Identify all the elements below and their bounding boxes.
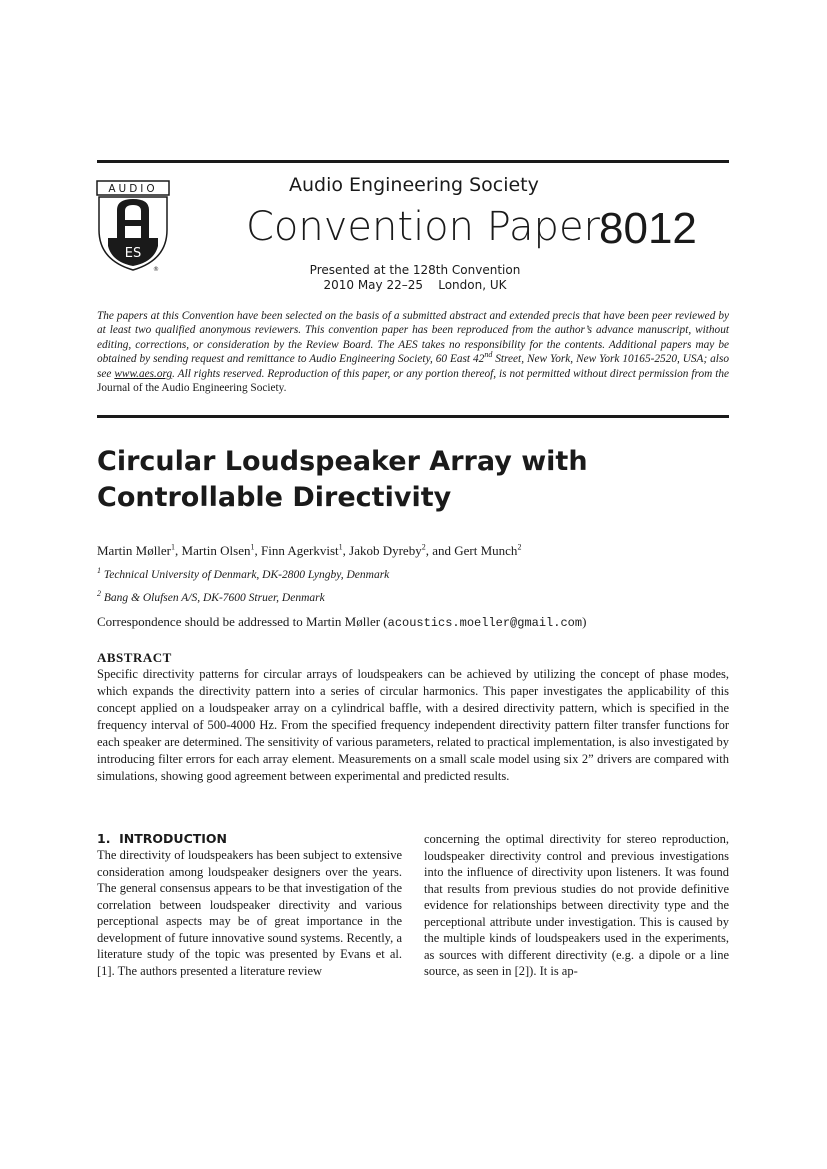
author-separator: , xyxy=(175,543,182,558)
author-name: Martin Olsen xyxy=(181,543,251,558)
correspondence-email[interactable]: acoustics.moeller@gmail.com xyxy=(387,616,583,630)
logo-registered-mark: ® xyxy=(153,266,159,272)
correspondence xyxy=(97,614,586,630)
author-name: Gert Munch xyxy=(454,543,518,558)
logo-bottom-text: ES xyxy=(124,246,142,261)
affiliation-2 xyxy=(97,589,325,604)
presented-line-1: Presented at the 128th Convention xyxy=(309,263,521,277)
author-affiliation-sup: 1 xyxy=(171,542,176,552)
disclaimer-part-1: The papers at this Convention have been selected on the basis of a submitted abstract and extended precis that have been peer reviewed by at least two qualified anonymous reviewers. This convention paper has been reproduced from the author’s advance manuscript, without editing, corrections, or consideration by the Review Board. The AES takes no responsibility for the contents. Additional papers may be obtained by sending request and remittance to Audio Engineering Society, 60 East 42 xyxy=(97,310,729,366)
introduction-heading: 1. INTRODUCTION xyxy=(97,831,228,846)
author-list xyxy=(97,543,521,559)
author-affiliation-sup: 2 xyxy=(421,542,426,552)
disclaimer-sup: nd xyxy=(484,350,493,360)
affiliation-1-text: Technical University of Denmark, DK-2800 Lyngby, Denmark xyxy=(103,569,390,581)
affiliation-1-sup: 1 xyxy=(97,566,101,576)
author-separator: , xyxy=(342,543,350,558)
affiliation-1 xyxy=(97,566,390,581)
disclaimer-part-2: Street, New York, New York 10165-2520, USA; also see xyxy=(97,353,729,380)
presented-at xyxy=(290,263,540,293)
author-separator: , and xyxy=(425,543,455,558)
header-bottom-rule xyxy=(97,415,729,418)
author-name: Martin Møller xyxy=(97,543,172,558)
author-separator: , xyxy=(254,543,261,558)
author-name: Jakob Dyreby xyxy=(349,543,422,558)
author-affiliation-sup: 1 xyxy=(338,542,343,552)
presented-line-2: 2010 May 22–25 London, UK xyxy=(323,278,507,292)
abstract-text: Specific directivity patterns for circular arrays of loudspeakers can be achieved by utilizing the concept of phase modes, which expands the directivity pattern into a series of circular harmonics. This paper investigates the applicability of this concept applied on a loudspeaker array on a cylindrical baffle, with a desired directivity pattern, which is specified in the frequency interval of 500-4000 Hz. From the specified frequency independent directivity pattern filter transfer functions for each speaker are determined. The sensitivity of various parameters, related to practical implementation, is also investigated by introducing filter errors for each array element. Measurements on a small scale model using six 2” drivers are compared with simulations, showing good agreement between experimental and predicted results. xyxy=(97,667,729,783)
aes-logo-icon xyxy=(96,180,174,272)
paper-title: Circular Loudspeaker Array with Controllable Directivity xyxy=(97,446,588,513)
paper-number: 8012 xyxy=(599,204,697,253)
abstract-heading: ABSTRACT xyxy=(97,650,172,665)
convention-label: Convention Paper xyxy=(246,204,601,250)
logo-top-text: AUDIO xyxy=(108,183,158,195)
affiliation-2-text: Bang & Olufsen A/S, DK-7600 Struer, Denmark xyxy=(103,592,325,604)
author-affiliation-sup: 1 xyxy=(250,542,255,552)
author-name: Finn Agerkvist xyxy=(260,543,339,558)
author-affiliation-sup: 2 xyxy=(517,542,522,552)
introduction-column-2: concerning the optimal directivity for stereo reproduction, loudspeaker directivity control and previous investigations into the influence of directivity upon listeners. It was found that results from previous studies do not provide definitive evidence for relationships between directivity type and the perceptional attribute under investigation. This is caused by the multiple kinds of loudspeakers used in the experiments, as sources with different directivity (e.g. a dipole or a line source, as seen in [2]). It is ap- xyxy=(424,832,729,978)
affiliation-2-sup: 2 xyxy=(97,589,101,599)
header-top-rule xyxy=(97,160,729,163)
correspondence-close: ) xyxy=(582,614,587,629)
disclaimer-part-3: . All rights reserved. Reproduction of this paper, or any portion thereof, is not permitted without direct permission from the xyxy=(172,367,729,380)
correspondence-text: Correspondence should be addressed to Martin Møller ( xyxy=(97,614,388,629)
society-name: Audio Engineering Society xyxy=(289,174,539,196)
disclaimer-journal: Journal of the Audio Engineering Society. xyxy=(97,382,287,395)
introduction-column-1: The directivity of loudspeakers has been subject to extensive consideration among loudspeaker designers over the years. The general consensus appears to be that investigation of the correlation between loudspeaker directivity and various perceptional aspects may be of great importance in the development of future innovative sound systems. Recently, a literature study of the topic was presented by Evans et al. [1]. The authors presented a literature review xyxy=(97,848,402,978)
disclaimer-text xyxy=(97,309,729,395)
aes-website-link[interactable]: www.aes.org xyxy=(114,367,173,380)
